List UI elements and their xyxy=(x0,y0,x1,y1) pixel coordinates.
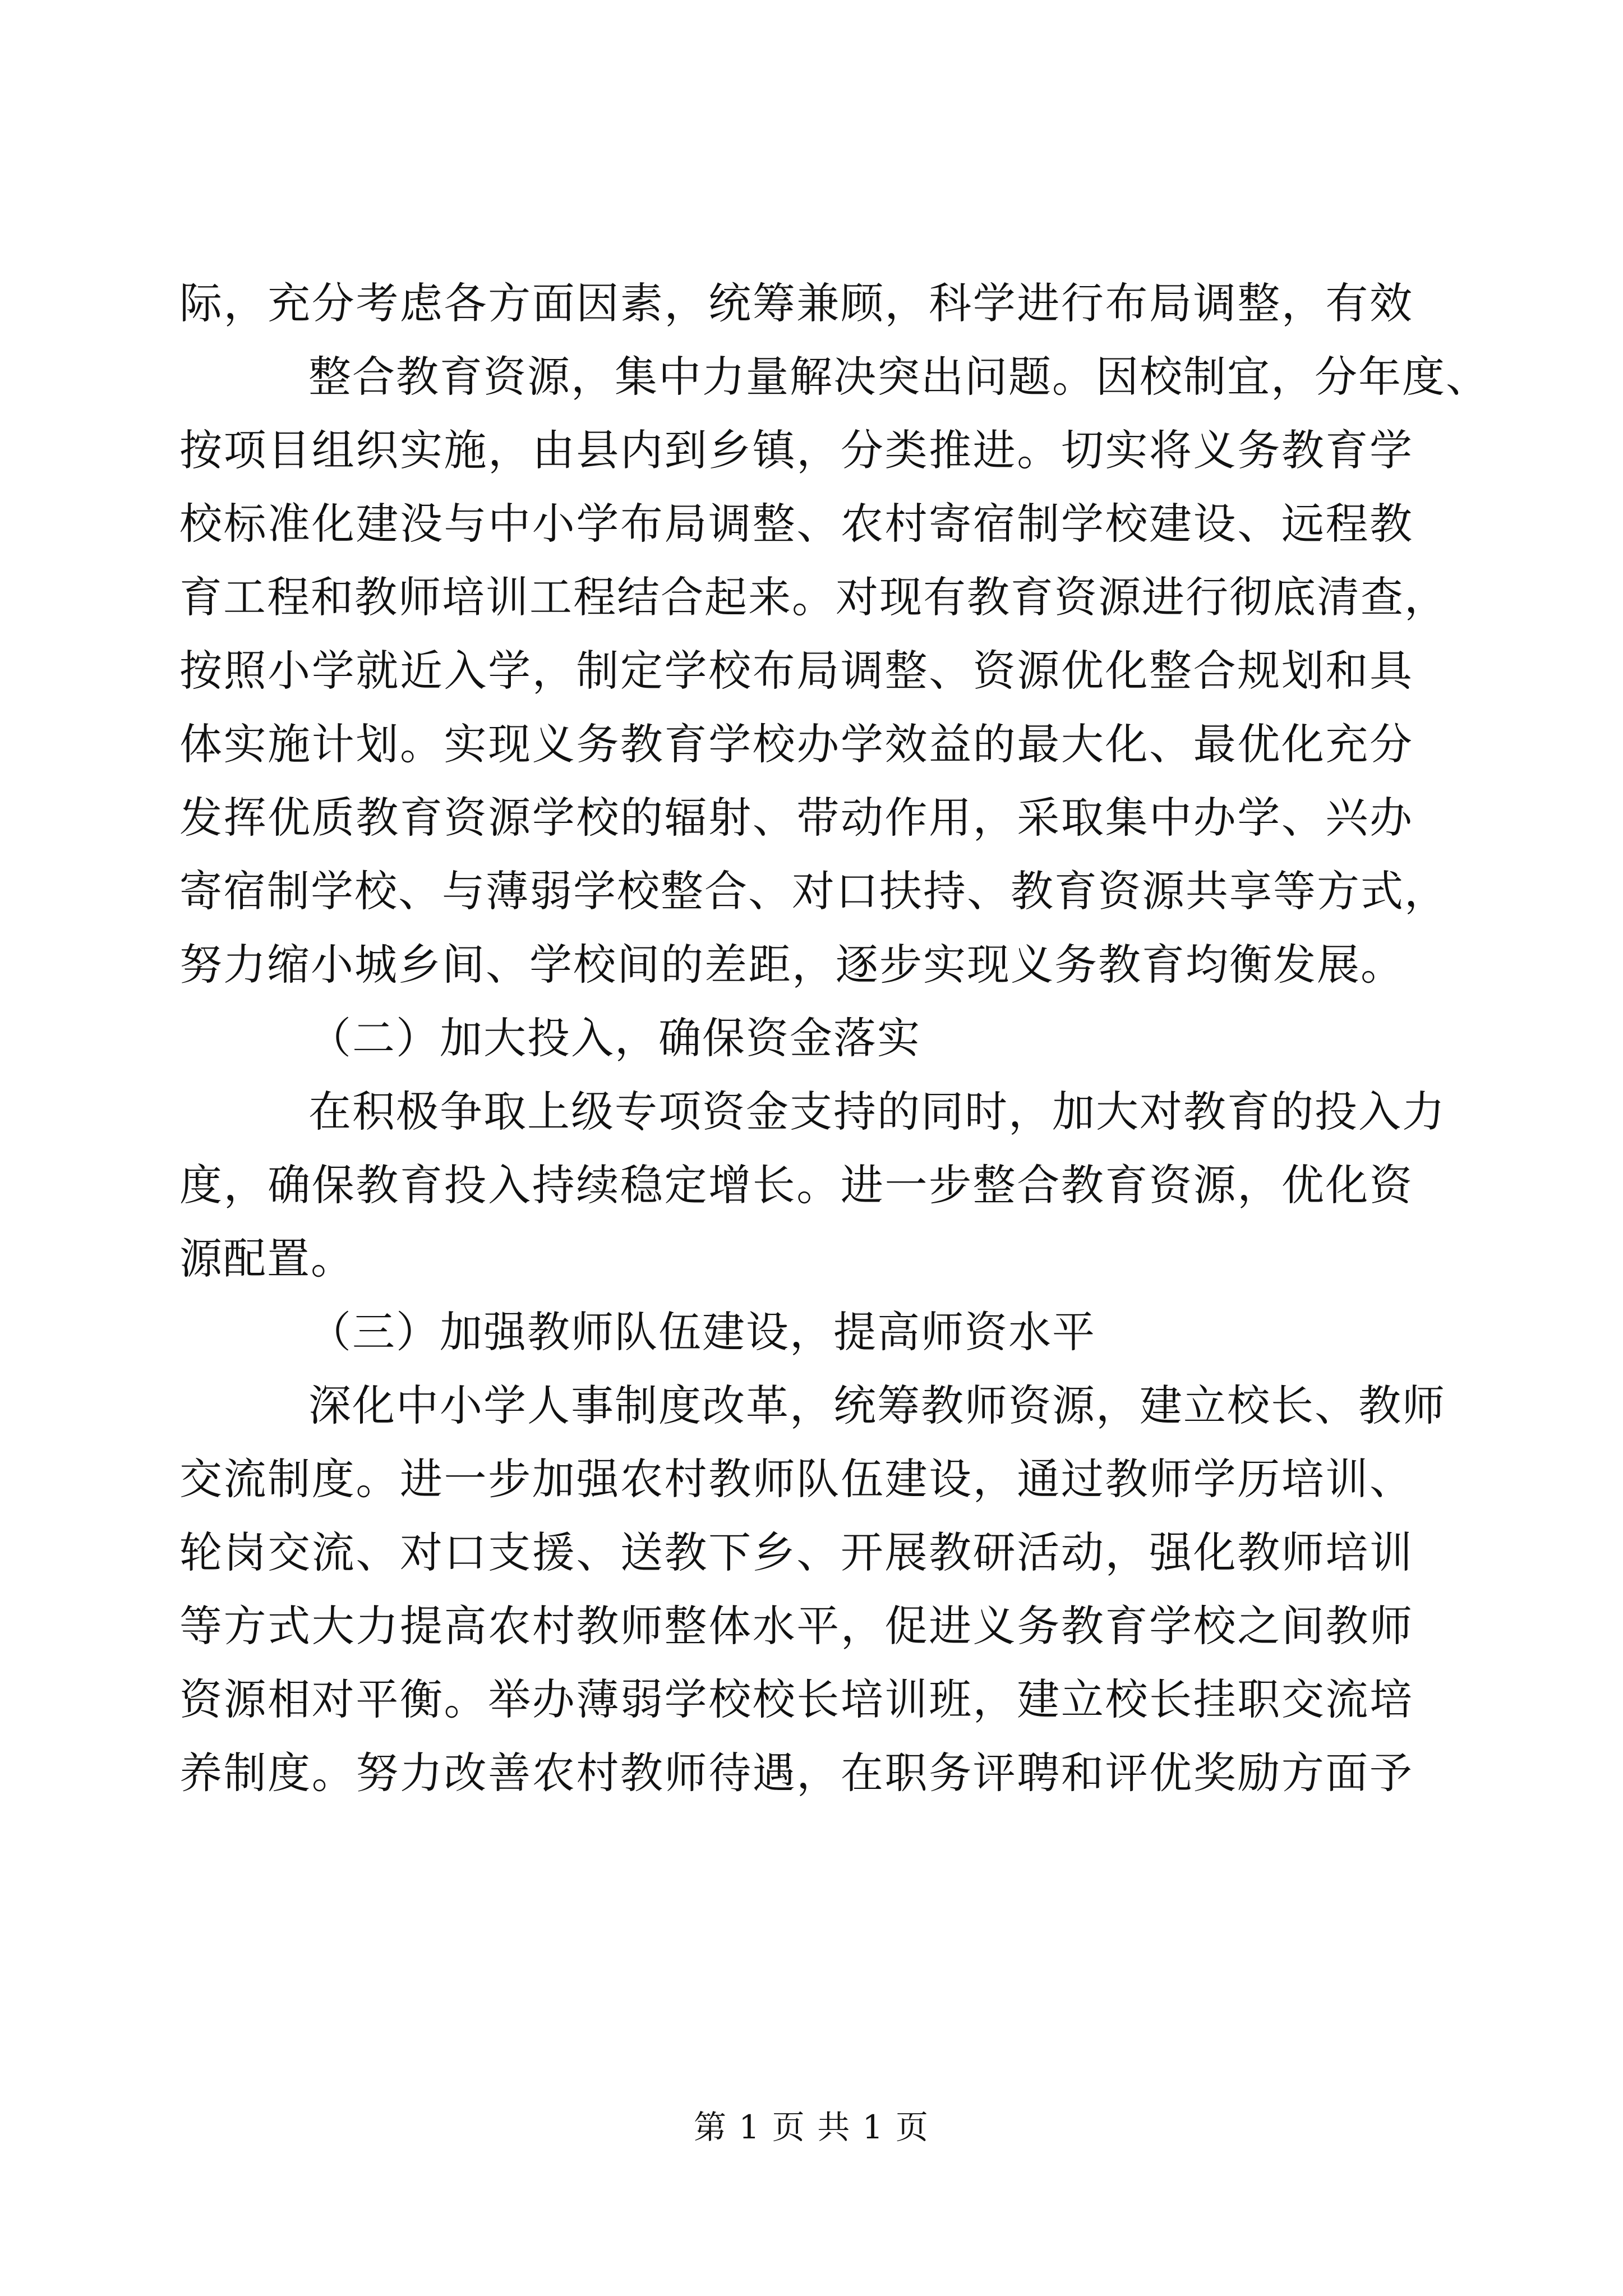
text-line: 际，充分考虑各方面因素，统筹兼顾，科学进行布局调整，有效 xyxy=(179,278,1413,328)
text-line: 按照小学就近入学，制定学校布局调整、资源优化整合规划和具 xyxy=(179,646,1413,696)
text-line: 轮岗交流、对口支援、送教下乡、开展教研活动，强化教师培训 xyxy=(179,1527,1413,1577)
text-line: 按项目组织实施，由县内到乡镇，分类推进。切实将义务教育学 xyxy=(179,425,1413,475)
text-line: 交流制度。进一步加强农村教师队伍建设，通过教师学历培训、 xyxy=(179,1454,1413,1504)
section-heading: （二）加大投入，确保资金落实 xyxy=(308,1013,921,1063)
text-line: 努力缩小城乡间、学校间的差距，逐步实现义务教育均衡发展。 xyxy=(179,940,1404,990)
text-line: 校标准化建没与中小学布局调整、农村寄宿制学校建设、远程教 xyxy=(179,499,1413,549)
text-line: 体实施计划。实现义务教育学校办学效益的最大化、最优化充分 xyxy=(179,719,1413,769)
text-line: 在积极争取上级专项资金支持的同时，加大对教育的投入力 xyxy=(308,1087,1446,1137)
text-line: 深化中小学人事制度改革，统筹教师资源，建立校长、教师 xyxy=(308,1381,1446,1430)
section-heading: （三）加强教师队伍建设，提高师资水平 xyxy=(308,1307,1096,1357)
text-line: 资源相对平衡。举办薄弱学校校长培训班，建立校长挂职交流培 xyxy=(179,1674,1413,1724)
document-body xyxy=(179,266,1490,1810)
text-line: 寄宿制学校、与薄弱学校整合、对口扶持、教育资源共享等方式， xyxy=(179,866,1448,916)
text-line: 养制度。努力改善农村教师待遇，在职务评聘和评优奖励方面予 xyxy=(179,1748,1413,1798)
text-line: 整合教育资源，集中力量解决突出问题。因校制宜，分年度、 xyxy=(308,352,1490,402)
text-line: 育工程和教师培训工程结合起来。对现有教育资源进行彻底清查， xyxy=(179,572,1448,622)
text-line: 源配置。 xyxy=(179,1234,354,1283)
page-number-footer: 第 1 页 共 1 页 xyxy=(694,2108,929,2146)
text-line: 发挥优质教育资源学校的辐射、带动作用，采取集中办学、兴办 xyxy=(179,793,1413,843)
text-line: 等方式大力提高农村教师整体水平，促进义务教育学校之间教师 xyxy=(179,1601,1413,1651)
text-line: 度，确保教育投入持续稳定增长。进一步整合教育资源，优化资 xyxy=(179,1160,1413,1210)
